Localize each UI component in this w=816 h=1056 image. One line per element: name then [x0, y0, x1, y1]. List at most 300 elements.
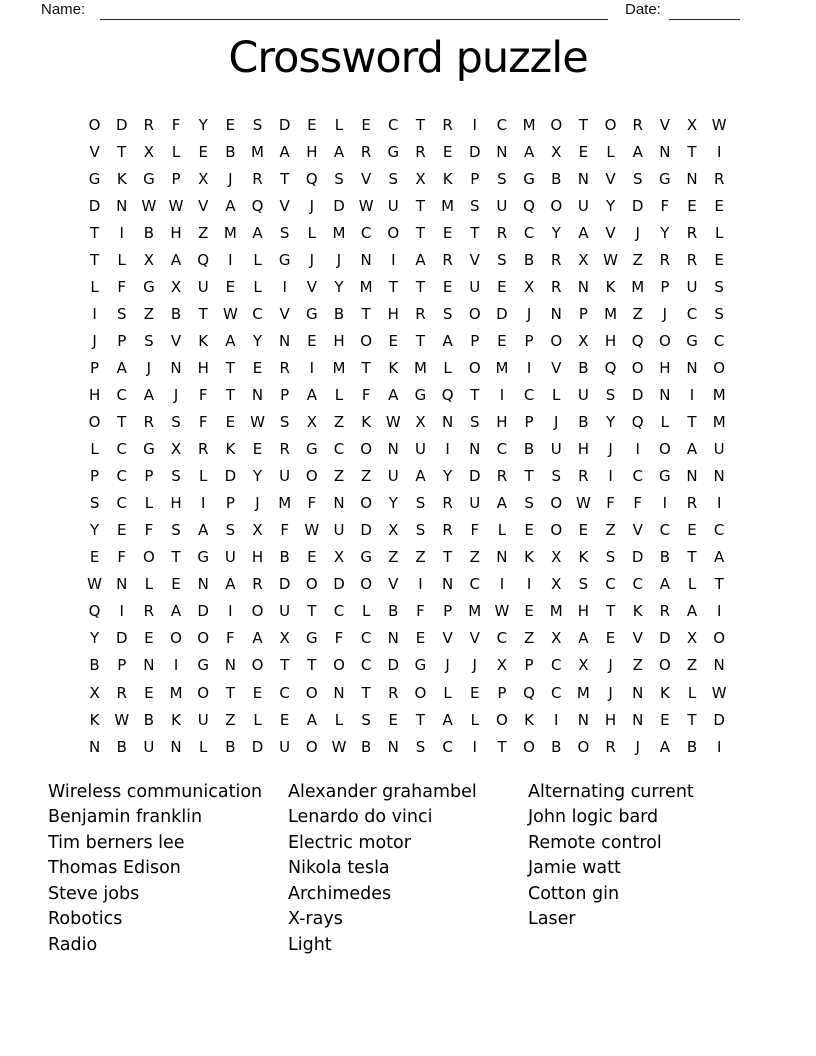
grid-cell: X: [551, 575, 562, 594]
grid-cell: Q: [604, 358, 617, 377]
grid-cell: S: [144, 331, 154, 350]
grid-cell: G: [197, 548, 210, 567]
grid-cell: M: [495, 358, 509, 377]
grid-cell: O: [360, 331, 373, 350]
grid-cell: Y: [551, 223, 561, 242]
grid-cell: P: [117, 331, 127, 350]
grid-cell: B: [578, 413, 589, 432]
grid-cell: V: [605, 169, 616, 188]
grid-cell: N: [469, 440, 481, 459]
grid-cell: C: [360, 629, 372, 648]
grid-cell: Z: [605, 521, 616, 540]
grid-cell: U: [279, 737, 291, 756]
grid-cell: Q: [523, 196, 535, 215]
grid-cell: S: [415, 494, 426, 513]
grid-cell: H: [577, 602, 590, 621]
grid-cell: C: [116, 385, 127, 404]
grid-cell: N: [686, 467, 698, 486]
grid-cell: R: [551, 250, 562, 269]
grid-cell: X: [496, 656, 508, 675]
date-underline: [669, 1, 740, 20]
grid-cell: T: [714, 575, 724, 594]
grid-cell: V: [659, 115, 670, 134]
grid-cell: O: [305, 737, 318, 756]
grid-cell: E: [442, 223, 453, 242]
grid-cell: F: [198, 385, 208, 404]
grid-cell: X: [686, 629, 698, 648]
grid-cell: O: [360, 494, 373, 513]
grid-cell: C: [632, 467, 643, 486]
grid-cell: L: [443, 683, 452, 702]
grid-cell: T: [280, 169, 290, 188]
grid-cell: S: [497, 169, 507, 188]
grid-cell: K: [89, 710, 100, 729]
grid-cell: O: [305, 467, 318, 486]
word-list-item: Alternating current: [528, 782, 694, 802]
grid-cell: Q: [88, 602, 101, 621]
grid-cell: S: [714, 304, 724, 323]
grid-cell: I: [472, 737, 477, 756]
grid-cell: E: [171, 575, 181, 594]
grid-cell: E: [279, 710, 290, 729]
grid-cell: F: [198, 413, 208, 432]
grid-cell: K: [442, 169, 453, 188]
word-list-item: Radio: [48, 934, 98, 955]
grid-cell: A: [252, 223, 263, 242]
grid-cell: O: [468, 304, 481, 323]
grid-cell: A: [388, 385, 399, 404]
grid-cell: D: [631, 196, 644, 215]
grid-cell: E: [714, 250, 724, 269]
grid-cell: B: [279, 548, 290, 567]
grid-cell: X: [89, 683, 100, 702]
grid-cell: D: [631, 385, 644, 404]
grid-cell: Y: [388, 494, 398, 513]
grid-cell: D: [360, 521, 372, 540]
grid-cell: B: [551, 169, 562, 188]
grid-cell: T: [415, 277, 426, 296]
grid-cell: G: [387, 142, 400, 161]
grid-cell: J: [554, 413, 559, 432]
grid-cell: K: [659, 683, 670, 702]
grid-cell: E: [388, 710, 399, 729]
grid-cell: E: [388, 331, 399, 350]
grid-cell: N: [197, 575, 209, 594]
grid-cell: L: [199, 737, 208, 756]
grid-cell: A: [523, 142, 535, 161]
grid-cell: T: [225, 385, 235, 404]
grid-cell: I: [716, 737, 722, 756]
grid-cell: D: [224, 467, 237, 486]
grid-cell: O: [333, 656, 345, 675]
grid-cell: U: [224, 548, 236, 567]
grid-cell: L: [552, 385, 561, 404]
grid-cell: O: [360, 440, 373, 459]
grid-cell: C: [116, 494, 127, 513]
grid-cell: A: [252, 629, 263, 648]
grid-cell: A: [415, 250, 426, 269]
grid-cell: C: [496, 115, 508, 134]
word-list-item: Electric motor: [288, 832, 411, 853]
grid-cell: I: [200, 494, 206, 513]
grid-cell: T: [225, 358, 235, 377]
word-list-item: Benjamin franklin: [48, 807, 203, 828]
grid-cell: U: [686, 277, 698, 296]
word-search-grid: [81, 111, 733, 760]
grid-cell: X: [551, 629, 562, 648]
grid-cell: F: [117, 277, 127, 296]
grid-cell: A: [442, 331, 453, 350]
grid-cell: H: [604, 710, 617, 729]
grid-cell: H: [659, 358, 671, 377]
grid-cell: E: [116, 521, 127, 540]
grid-cell: K: [225, 440, 236, 459]
grid-cell: X: [143, 142, 155, 161]
grid-cell: C: [469, 575, 480, 594]
grid-cell: S: [497, 250, 507, 269]
grid-cell: E: [714, 196, 724, 215]
grid-cell: A: [279, 142, 290, 161]
grid-cell: R: [713, 169, 725, 188]
grid-cell: S: [171, 467, 181, 486]
grid-cell: K: [605, 277, 616, 296]
grid-cell: N: [143, 656, 155, 675]
grid-cell: Z: [415, 548, 426, 567]
grid-cell: T: [470, 385, 480, 404]
grid-cell: A: [143, 385, 155, 404]
grid-cell: T: [415, 115, 426, 134]
grid-cell: X: [143, 250, 155, 269]
grid-cell: J: [146, 358, 152, 377]
grid-cell: L: [117, 250, 126, 269]
grid-cell: E: [687, 521, 697, 540]
grid-cell: N: [577, 710, 589, 729]
grid-cell: L: [90, 440, 99, 459]
grid-cell: V: [279, 304, 290, 323]
grid-cell: A: [170, 602, 182, 621]
grid-cell: P: [443, 602, 453, 621]
grid-cell: R: [496, 223, 508, 242]
grid-cell: M: [631, 277, 645, 296]
grid-cell: K: [524, 710, 534, 729]
grid-cell: D: [278, 115, 291, 134]
page-title: Crossword puzzle: [228, 33, 588, 83]
grid-cell: X: [306, 413, 317, 432]
grid-cell: U: [387, 196, 399, 215]
grid-cell: B: [578, 358, 589, 377]
grid-cell: E: [442, 277, 453, 296]
grid-cell: M: [441, 196, 455, 215]
grid-cell: N: [170, 358, 182, 377]
grid-cell: M: [712, 413, 726, 432]
grid-cell: O: [142, 548, 155, 567]
grid-cell: A: [225, 575, 236, 594]
grid-cell: C: [116, 440, 127, 459]
grid-cell: E: [442, 142, 453, 161]
grid-cell: D: [496, 304, 508, 323]
grid-cell: D: [713, 710, 725, 729]
grid-cell: Q: [441, 385, 454, 404]
grid-cell: C: [713, 521, 725, 540]
grid-cell: M: [278, 494, 292, 513]
grid-cell: X: [170, 277, 182, 296]
grid-cell: D: [333, 196, 345, 215]
grid-cell: R: [143, 115, 155, 134]
grid-cell: H: [333, 331, 345, 350]
grid-cell: N: [577, 169, 589, 188]
grid-cell: O: [658, 331, 671, 350]
word-list-item: Steve jobs: [48, 883, 140, 904]
grid-cell: U: [496, 196, 508, 215]
grid-cell: B: [360, 737, 372, 756]
grid-cell: M: [576, 683, 590, 702]
grid-cell: G: [360, 548, 372, 567]
grid-cell: O: [550, 331, 563, 350]
grid-cell: T: [117, 142, 127, 161]
grid-cell: N: [88, 737, 101, 756]
grid-cell: V: [306, 277, 317, 296]
grid-cell: O: [658, 440, 671, 459]
grid-cell: A: [442, 710, 453, 729]
grid-cell: P: [90, 358, 100, 377]
grid-cell: Z: [333, 467, 345, 486]
grid-cell: E: [307, 115, 317, 134]
grid-cell: E: [524, 602, 534, 621]
grid-cell: P: [470, 331, 480, 350]
grid-cell: D: [197, 602, 209, 621]
grid-cell: R: [197, 440, 209, 459]
grid-cell: Z: [198, 223, 209, 242]
grid-cell: P: [225, 494, 235, 513]
grid-cell: C: [632, 575, 643, 594]
grid-cell: L: [497, 521, 507, 540]
grid-cell: A: [170, 250, 182, 269]
grid-cell: Z: [632, 304, 643, 323]
grid-cell: U: [333, 521, 345, 540]
grid-cell: W: [331, 737, 347, 756]
grid-cell: Z: [388, 548, 399, 567]
grid-cell: A: [333, 142, 345, 161]
word-list-item: Nikola tesla: [288, 858, 390, 879]
grid-cell: J: [526, 304, 532, 323]
grid-cell: I: [716, 142, 722, 161]
grid-cell: T: [578, 115, 588, 134]
grid-cell: T: [415, 223, 426, 242]
grid-cell: C: [496, 440, 508, 459]
grid-cell: N: [387, 737, 399, 756]
grid-cell: N: [659, 385, 671, 404]
grid-cell: L: [253, 710, 262, 729]
grid-cell: Q: [631, 331, 644, 350]
grid-cell: G: [659, 467, 671, 486]
grid-cell: T: [388, 277, 398, 296]
grid-cell: T: [605, 602, 616, 621]
grid-cell: L: [687, 575, 697, 594]
grid-cell: F: [144, 521, 154, 540]
grid-cell: J: [336, 250, 342, 269]
grid-cell: H: [170, 494, 182, 513]
grid-cell: L: [443, 358, 452, 377]
grid-cell: H: [577, 440, 590, 459]
grid-cell: C: [279, 683, 290, 702]
grid-cell: I: [445, 440, 450, 459]
grid-cell: B: [225, 142, 236, 161]
grid-cell: E: [252, 683, 263, 702]
grid-cell: R: [116, 683, 127, 702]
grid-cell: L: [687, 683, 697, 702]
grid-cell: A: [415, 467, 426, 486]
grid-cell: H: [197, 358, 209, 377]
grid-cell: N: [116, 196, 128, 215]
grid-cell: J: [608, 440, 613, 459]
grid-cell: Y: [252, 467, 263, 486]
grid-cell: R: [252, 169, 263, 188]
grid-cell: G: [143, 169, 155, 188]
grid-cell: H: [306, 142, 318, 161]
grid-cell: G: [143, 440, 155, 459]
grid-cell: E: [198, 142, 208, 161]
grid-cell: C: [333, 440, 345, 459]
grid-cell: X: [578, 656, 589, 675]
grid-cell: J: [635, 223, 640, 242]
grid-cell: B: [523, 250, 535, 269]
grid-cell: G: [686, 331, 698, 350]
grid-cell: R: [578, 467, 589, 486]
grid-cell: N: [224, 656, 236, 675]
grid-cell: C: [550, 683, 562, 702]
grid-cell: Y: [89, 521, 100, 540]
grid-cell: J: [608, 683, 613, 702]
grid-cell: T: [361, 304, 371, 323]
grid-cell: S: [415, 521, 426, 540]
grid-cell: O: [496, 710, 508, 729]
grid-cell: T: [415, 331, 426, 350]
grid-cell: A: [306, 710, 317, 729]
grid-cell: F: [633, 494, 643, 513]
grid-cell: M: [413, 358, 427, 377]
grid-cell: P: [524, 656, 534, 675]
grid-cell: U: [577, 385, 589, 404]
grid-cell: Q: [523, 683, 535, 702]
grid-cell: T: [361, 358, 371, 377]
grid-cell: L: [253, 277, 262, 296]
grid-cell: A: [116, 358, 127, 377]
grid-cell: O: [360, 575, 373, 594]
grid-cell: O: [88, 115, 101, 134]
grid-cell: I: [608, 467, 613, 486]
grid-cell: R: [388, 683, 399, 702]
grid-cell: F: [361, 385, 371, 404]
grid-cell: T: [307, 602, 317, 621]
grid-cell: Y: [605, 196, 616, 215]
grid-cell: M: [251, 142, 264, 161]
grid-cell: C: [116, 467, 127, 486]
grid-cell: L: [199, 467, 208, 486]
grid-cell: Q: [631, 413, 644, 432]
grid-cell: A: [686, 602, 698, 621]
grid-cell: R: [442, 494, 453, 513]
grid-cell: J: [309, 196, 315, 215]
grid-cell: E: [307, 331, 317, 350]
grid-cell: E: [361, 115, 371, 134]
grid-cell: L: [90, 277, 99, 296]
grid-cell: G: [414, 385, 427, 404]
grid-cell: E: [144, 683, 154, 702]
grid-cell: X: [578, 331, 589, 350]
grid-cell: A: [659, 575, 670, 594]
grid-cell: D: [387, 656, 400, 675]
grid-cell: Z: [632, 250, 643, 269]
grid-cell: Y: [660, 223, 670, 242]
grid-cell: G: [306, 304, 318, 323]
grid-cell: E: [497, 277, 507, 296]
grid-cell: U: [197, 277, 209, 296]
grid-cell: N: [713, 467, 725, 486]
grid-cell: Q: [197, 250, 210, 269]
grid-cell: A: [198, 521, 209, 540]
grid-cell: F: [334, 629, 344, 648]
grid-cell: U: [577, 196, 589, 215]
grid-cell: S: [279, 223, 290, 242]
grid-cell: N: [496, 142, 508, 161]
grid-cell: H: [170, 223, 182, 242]
word-list-item: Cotton gin: [528, 883, 620, 904]
word-list-column: [48, 780, 262, 958]
grid-cell: W: [87, 575, 102, 594]
grid-cell: S: [334, 169, 344, 188]
grid-cell: Y: [605, 413, 616, 432]
grid-cell: O: [170, 629, 182, 648]
grid-cell: N: [577, 277, 589, 296]
grid-cell: E: [660, 710, 670, 729]
grid-cell: S: [470, 413, 480, 432]
grid-cell: O: [523, 737, 535, 756]
word-list-item: Tim berners lee: [48, 832, 185, 853]
grid-cell: N: [686, 169, 698, 188]
grid-cell: N: [713, 656, 725, 675]
grid-cell: M: [604, 304, 618, 323]
grid-cell: O: [550, 115, 563, 134]
word-list-item: Lenardo do vinci: [288, 807, 433, 828]
grid-cell: R: [605, 737, 616, 756]
grid-cell: R: [442, 250, 453, 269]
grid-cell: W: [711, 115, 727, 134]
grid-cell: M: [522, 115, 536, 134]
grid-cell: O: [197, 683, 210, 702]
grid-cell: I: [282, 277, 287, 296]
grid-cell: A: [659, 737, 670, 756]
grid-cell: D: [631, 548, 644, 567]
grid-cell: P: [171, 169, 181, 188]
grid-cell: T: [171, 548, 181, 567]
grid-cell: I: [418, 575, 423, 594]
grid-cell: D: [115, 629, 128, 648]
grid-cell: T: [415, 710, 426, 729]
grid-cell: V: [469, 629, 480, 648]
grid-cell: O: [658, 656, 671, 675]
grid-cell: J: [173, 385, 179, 404]
grid-cell: N: [170, 737, 182, 756]
grid-cell: I: [391, 250, 396, 269]
grid-cell: F: [307, 494, 317, 513]
grid-cell: W: [711, 683, 727, 702]
grid-cell: O: [251, 656, 264, 675]
grid-cell: D: [468, 142, 481, 161]
grid-cell: U: [279, 602, 291, 621]
grid-cell: E: [470, 683, 480, 702]
grid-cell: K: [578, 548, 589, 567]
grid-cell: O: [305, 575, 318, 594]
